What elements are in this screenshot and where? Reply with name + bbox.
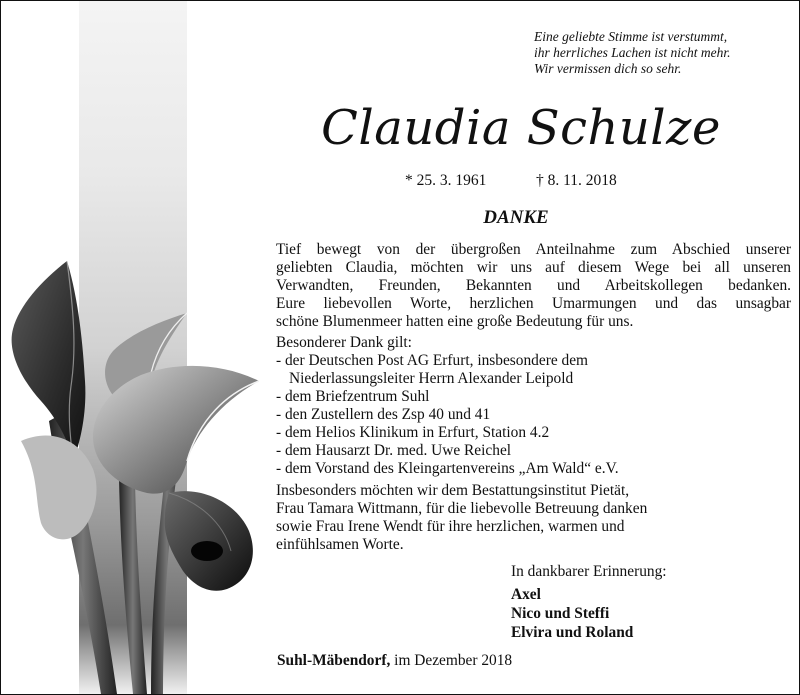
notice-date: im Dezember 2018 bbox=[394, 652, 513, 669]
thanks-paragraph bbox=[276, 241, 791, 331]
text-line: Frau Tamara Wittmann, für die liebevolle Betreuung danken bbox=[276, 500, 648, 517]
text-line: geliebten Claudia, möchten wir uns auf diesem Wege bei all unseren bbox=[276, 259, 791, 276]
list-item: Niederlassungsleiter Herrn Alexander Leipold bbox=[289, 370, 574, 387]
memorial-poem bbox=[534, 29, 796, 77]
place-name: Suhl-Mäbendorf, bbox=[277, 652, 391, 669]
dark-bloom-throat bbox=[191, 541, 223, 561]
place-and-date bbox=[277, 652, 512, 670]
special-thanks-list bbox=[276, 334, 791, 478]
text-line: schöne Blumenmeer hatten eine große Bedeutung für uns. bbox=[276, 313, 634, 330]
text-line: einfühlsamen Worte. bbox=[276, 536, 404, 553]
dark-bloom bbox=[165, 491, 253, 591]
list-item: - dem Helios Klinikum in Erfurt, Station 4.2 bbox=[276, 424, 550, 441]
text-line: Insbesonders möchten wir dem Bestattungsinstitut Pietät, bbox=[276, 482, 630, 499]
list-item: - den Zustellern des Zsp 40 und 41 bbox=[276, 406, 491, 423]
list-item: - dem Hausarzt Dr. med. Uwe Reichel bbox=[276, 442, 512, 459]
death-date: † 8. 11. 2018 bbox=[536, 172, 617, 189]
birth-date: * 25. 3. 1961 bbox=[405, 172, 487, 189]
poem-line: ihr herrliches Lachen ist nicht mehr. bbox=[534, 45, 731, 60]
special-thanks-intro: Besonderer Dank gilt: bbox=[276, 334, 412, 351]
text-line: Verwandten, Freunden, Bekannten und Arbeitskollegen bedanken. bbox=[276, 277, 791, 294]
mourner-name: Axel bbox=[511, 586, 541, 603]
dark-lily-petal bbox=[12, 261, 86, 461]
calla-lily-illustration bbox=[1, 251, 281, 694]
thanks-heading: DANKE bbox=[483, 207, 549, 228]
signature-block bbox=[511, 562, 667, 642]
text-line: sowie Frau Irene Wendt für ihre herzlichen, warmen und bbox=[276, 518, 625, 535]
funeral-thanks-paragraph bbox=[276, 482, 791, 554]
list-item: - dem Briefzentrum Suhl bbox=[276, 388, 430, 405]
text-line: Eure liebevollen Worte, herzlichen Umarmungen und das unsagbar bbox=[276, 295, 791, 312]
list-item: - der Deutschen Post AG Erfurt, insbesondere dem bbox=[276, 352, 589, 369]
deceased-name: Claudia Schulze bbox=[321, 100, 721, 156]
signature-intro: In dankbarer Erinnerung: bbox=[511, 563, 667, 580]
mourner-name: Nico und Steffi bbox=[511, 605, 610, 622]
list-item: - dem Vorstand des Kleingartenvereins „Am Wald“ e.V. bbox=[276, 460, 619, 477]
mourner-name: Elvira und Roland bbox=[511, 624, 634, 641]
text-line: Tief bewegt von der übergroßen Anteilnahme zum Abschied unserer bbox=[276, 241, 791, 258]
lower-lily-petal bbox=[21, 436, 97, 540]
mourner-names bbox=[511, 585, 667, 642]
poem-line: Wir vermissen dich so sehr. bbox=[534, 61, 682, 76]
poem-line: Eine geliebte Stimme ist verstummt, bbox=[534, 29, 728, 44]
